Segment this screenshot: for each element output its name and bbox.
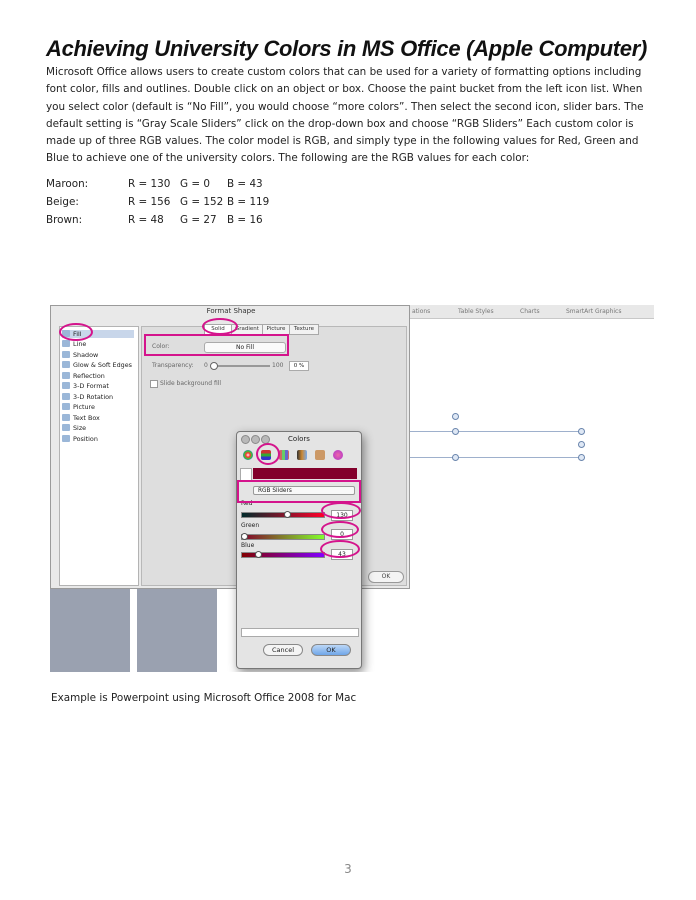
resize-handle[interactable] xyxy=(452,428,459,435)
slide-thumbnail[interactable] xyxy=(137,589,217,672)
red-input[interactable]: 130 xyxy=(331,510,353,521)
ribbon-tab[interactable]: SmartArt Graphics xyxy=(566,308,622,315)
crayons-icon[interactable] xyxy=(315,450,325,460)
tab-texture[interactable]: Texture xyxy=(289,324,319,335)
sidebar-item-text-box[interactable]: Text Box xyxy=(62,414,100,422)
green-value: G = 0 xyxy=(180,178,210,190)
ribbon-tab[interactable]: Charts xyxy=(520,308,540,315)
size-icon xyxy=(62,424,70,431)
green-knob[interactable] xyxy=(241,533,248,540)
current-color-swatch xyxy=(253,468,357,479)
resize-handle[interactable] xyxy=(452,454,459,461)
format-sidebar xyxy=(59,326,139,586)
ribbon-tab[interactable]: Table Styles xyxy=(458,308,494,315)
red-value: R = 156 xyxy=(128,196,171,208)
red-slider[interactable] xyxy=(241,512,325,518)
transparency-knob[interactable] xyxy=(210,362,218,370)
transparency-slider[interactable] xyxy=(212,365,270,367)
intro-paragraph: Microsoft Office allows users to create custom colors that can be used for a variety of formatting options including font color, fills and outlines. Double click on an object or box. Choose the paint bucket from the left icon list. When you select color (default is “No Fill”, you would choose “more colors”. Then select the second icon, slider bars. The default setting is “Gray Scale Sliders” click on the drop-down box and choose “RGB Sliders” Each custom color is made up of three RGB values. The color model is RGB, and simply type in the following values for Red, Green and Blue to achieve one of the university colors. The following are the RGB values for each color: xyxy=(46,66,644,165)
sidebar-item-fill[interactable]: Fill xyxy=(62,330,134,338)
color-name: Maroon: xyxy=(46,178,89,190)
color-wheel-icon[interactable] xyxy=(243,450,253,460)
sidebar-item-glow[interactable]: Glow & Soft Edges xyxy=(62,361,132,369)
tab-picture[interactable]: Picture xyxy=(262,324,290,335)
selection-edge xyxy=(410,457,582,458)
highlight-sliders-icon xyxy=(256,443,280,465)
page-number: 3 xyxy=(344,862,352,876)
cancel-button[interactable]: Cancel xyxy=(263,644,303,656)
selection-edge xyxy=(410,431,582,432)
reflection-icon xyxy=(62,372,70,379)
slide-thumbnail[interactable] xyxy=(50,589,130,672)
tab-gradient[interactable]: Gradient xyxy=(231,324,263,335)
blue-value: B = 16 xyxy=(227,214,263,226)
sidebar-item-reflection[interactable]: Reflection xyxy=(62,372,105,380)
highlight-rgb-dropdown xyxy=(237,480,361,503)
position-icon xyxy=(62,435,70,442)
green-label: Green xyxy=(241,522,260,529)
blue-slider[interactable] xyxy=(241,552,325,558)
saved-colors-strip[interactable] xyxy=(241,628,359,637)
highlight-color-dropdown xyxy=(144,334,289,356)
tab-solid[interactable]: Solid xyxy=(204,324,232,335)
green-slider[interactable] xyxy=(241,534,325,540)
text-box-icon xyxy=(62,414,70,421)
sidebar-item-position[interactable]: Position xyxy=(62,435,98,443)
highlight-blue-value xyxy=(320,540,360,558)
custom-picker-icon[interactable] xyxy=(333,450,343,460)
sidebar-item-size[interactable]: Size xyxy=(62,424,86,432)
sidebar-item-shadow[interactable]: Shadow xyxy=(62,351,98,359)
blue-input[interactable]: 43 xyxy=(331,549,353,560)
image-palettes-icon[interactable] xyxy=(297,450,307,460)
format-ok-button[interactable]: OK xyxy=(368,571,404,583)
red-value: R = 130 xyxy=(128,178,171,190)
blue-value: B = 119 xyxy=(227,196,270,208)
transparency-min: 0 xyxy=(204,362,208,369)
example-screenshot xyxy=(50,305,654,672)
slider-mode-dropdown[interactable]: RGB Sliders xyxy=(253,486,355,495)
ribbon-tab[interactable]: ations xyxy=(412,308,431,315)
green-input[interactable]: 0 xyxy=(331,529,353,540)
3d-rotation-icon xyxy=(62,393,70,400)
screenshot-caption: Example is Powerpoint using Microsoft Office 2008 for Mac xyxy=(51,692,357,704)
transparency-label: Transparency: xyxy=(152,362,194,369)
line-icon xyxy=(62,340,70,347)
highlight-solid-tab xyxy=(202,318,238,335)
ribbon-tabs xyxy=(410,305,654,319)
rotate-handle[interactable] xyxy=(452,413,459,420)
red-value: R = 48 xyxy=(128,214,164,226)
highlight-green-value xyxy=(321,521,359,538)
colors-window-title: Colors xyxy=(288,435,310,443)
highlight-fill-item xyxy=(59,323,93,341)
slide-background-checkbox[interactable] xyxy=(150,380,158,388)
blue-knob[interactable] xyxy=(255,551,262,558)
green-value: G = 27 xyxy=(180,214,217,226)
shadow-icon xyxy=(62,351,70,358)
glow-icon xyxy=(62,361,70,368)
blue-label: Blue xyxy=(241,542,255,549)
picture-icon xyxy=(62,403,70,410)
resize-handle[interactable] xyxy=(578,441,585,448)
color-name: Beige: xyxy=(46,196,79,208)
page-title: Achieving University Colors in MS Office (Apple Computer) xyxy=(46,36,648,61)
3d-format-icon xyxy=(62,382,70,389)
sidebar-item-picture[interactable]: Picture xyxy=(62,403,95,411)
highlight-red-value xyxy=(321,502,361,519)
ok-button[interactable]: OK xyxy=(311,644,351,656)
slide-background-label: Slide background fill xyxy=(160,380,222,387)
red-label: Red xyxy=(241,500,253,507)
blue-value: B = 43 xyxy=(227,178,263,190)
red-knob[interactable] xyxy=(284,511,291,518)
transparency-input[interactable]: 0 % xyxy=(289,361,309,371)
dialog-title: Format Shape xyxy=(206,307,256,315)
green-value: G = 152 xyxy=(180,196,224,208)
slide-thumbnails xyxy=(50,589,220,672)
resize-handle[interactable] xyxy=(578,428,585,435)
fill-color-dropdown[interactable]: No Fill xyxy=(204,342,286,353)
transparency-max: 100 xyxy=(272,362,284,369)
resize-handle[interactable] xyxy=(578,454,585,461)
color-label: Color: xyxy=(152,343,170,350)
color-name: Brown: xyxy=(46,214,83,226)
sidebar-item-line[interactable]: Line xyxy=(62,340,86,348)
sidebar-item-3d-format[interactable]: 3-D Format xyxy=(62,382,109,390)
color-palettes-icon[interactable] xyxy=(279,450,289,460)
sidebar-item-3d-rotation[interactable]: 3-D Rotation xyxy=(62,393,113,401)
